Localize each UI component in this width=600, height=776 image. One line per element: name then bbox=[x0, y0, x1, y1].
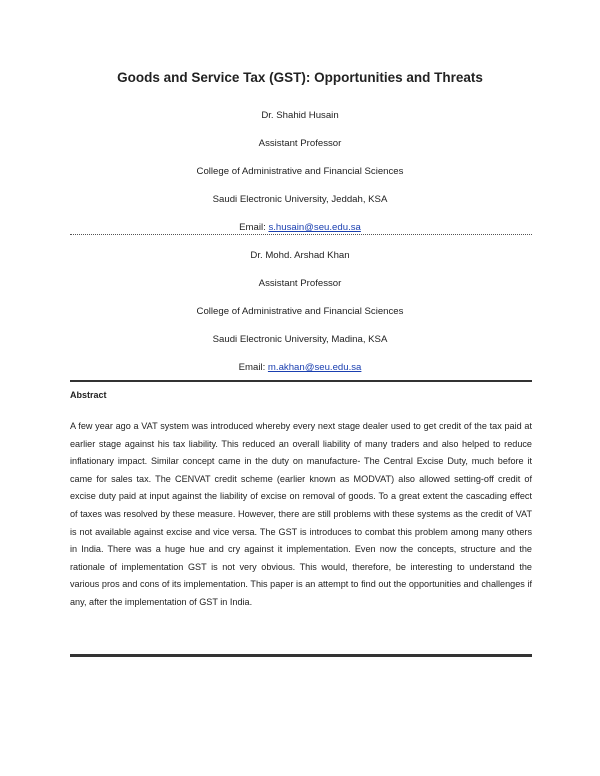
author-separator-dots bbox=[70, 234, 532, 235]
author-1-position: Assistant Professor bbox=[258, 138, 342, 149]
author-2-email-label: Email: bbox=[238, 362, 268, 373]
author-1-name: Dr. Shahid Husain bbox=[261, 110, 339, 121]
author-1-email-label: Email: bbox=[239, 222, 269, 233]
paper-title: Goods and Service Tax (GST): Opportunities and Threats bbox=[117, 70, 483, 85]
abstract-bottom-rule bbox=[70, 654, 532, 657]
author-1-email-line bbox=[0, 222, 600, 233]
author-1-university: Saudi Electronic University, Jeddah, KSA bbox=[212, 194, 388, 205]
author-2-email-line bbox=[0, 362, 600, 373]
author-2-university: Saudi Electronic University, Madina, KSA bbox=[212, 334, 388, 345]
author-2-email-link[interactable]: m.akhan@seu.edu.sa bbox=[267, 362, 362, 373]
author-2-college: College of Administrative and Financial Sciences bbox=[196, 306, 404, 317]
abstract-heading: Abstract bbox=[70, 390, 107, 400]
author-1-college: College of Administrative and Financial Sciences bbox=[196, 166, 404, 177]
abstract-top-rule bbox=[70, 380, 532, 382]
author-2-position: Assistant Professor bbox=[258, 278, 342, 289]
author-2-name: Dr. Mohd. Arshad Khan bbox=[250, 250, 350, 261]
author-1-email-link[interactable]: s.husain@seu.edu.sa bbox=[268, 222, 361, 233]
abstract-text: A few year ago a VAT system was introduced whereby every next stage dealer used to get credit of the tax paid at earlier stage against his tax liability. This reduced an overall liability of many traders and also helped to reduce inflationary impact. Similar concept came in the duty on manufacture- The Central Excise Duty, much before it came for sales tax. The CENVAT credit scheme (earlier known as MODVAT) also allowed setting-off credit of excise duty paid at input against the liability of excise on removal of goods. To a great extent the cascading effect of taxes was resolved by these measure. However, there are still problems with these systems as the credit of VAT is not available against excise and vice versa. The GST is introduces to combat this problem among many others in India. There was a huge hue and cry against it implementation. Even now the concepts, structure and the rationale of implementation GST is not very obvious. This would, therefore, be interesting to understand the various pros and cons of its implementation. This paper is an attempt to find out the opportunities and challenges if any, after the implementation of GST in India. bbox=[70, 421, 532, 607]
